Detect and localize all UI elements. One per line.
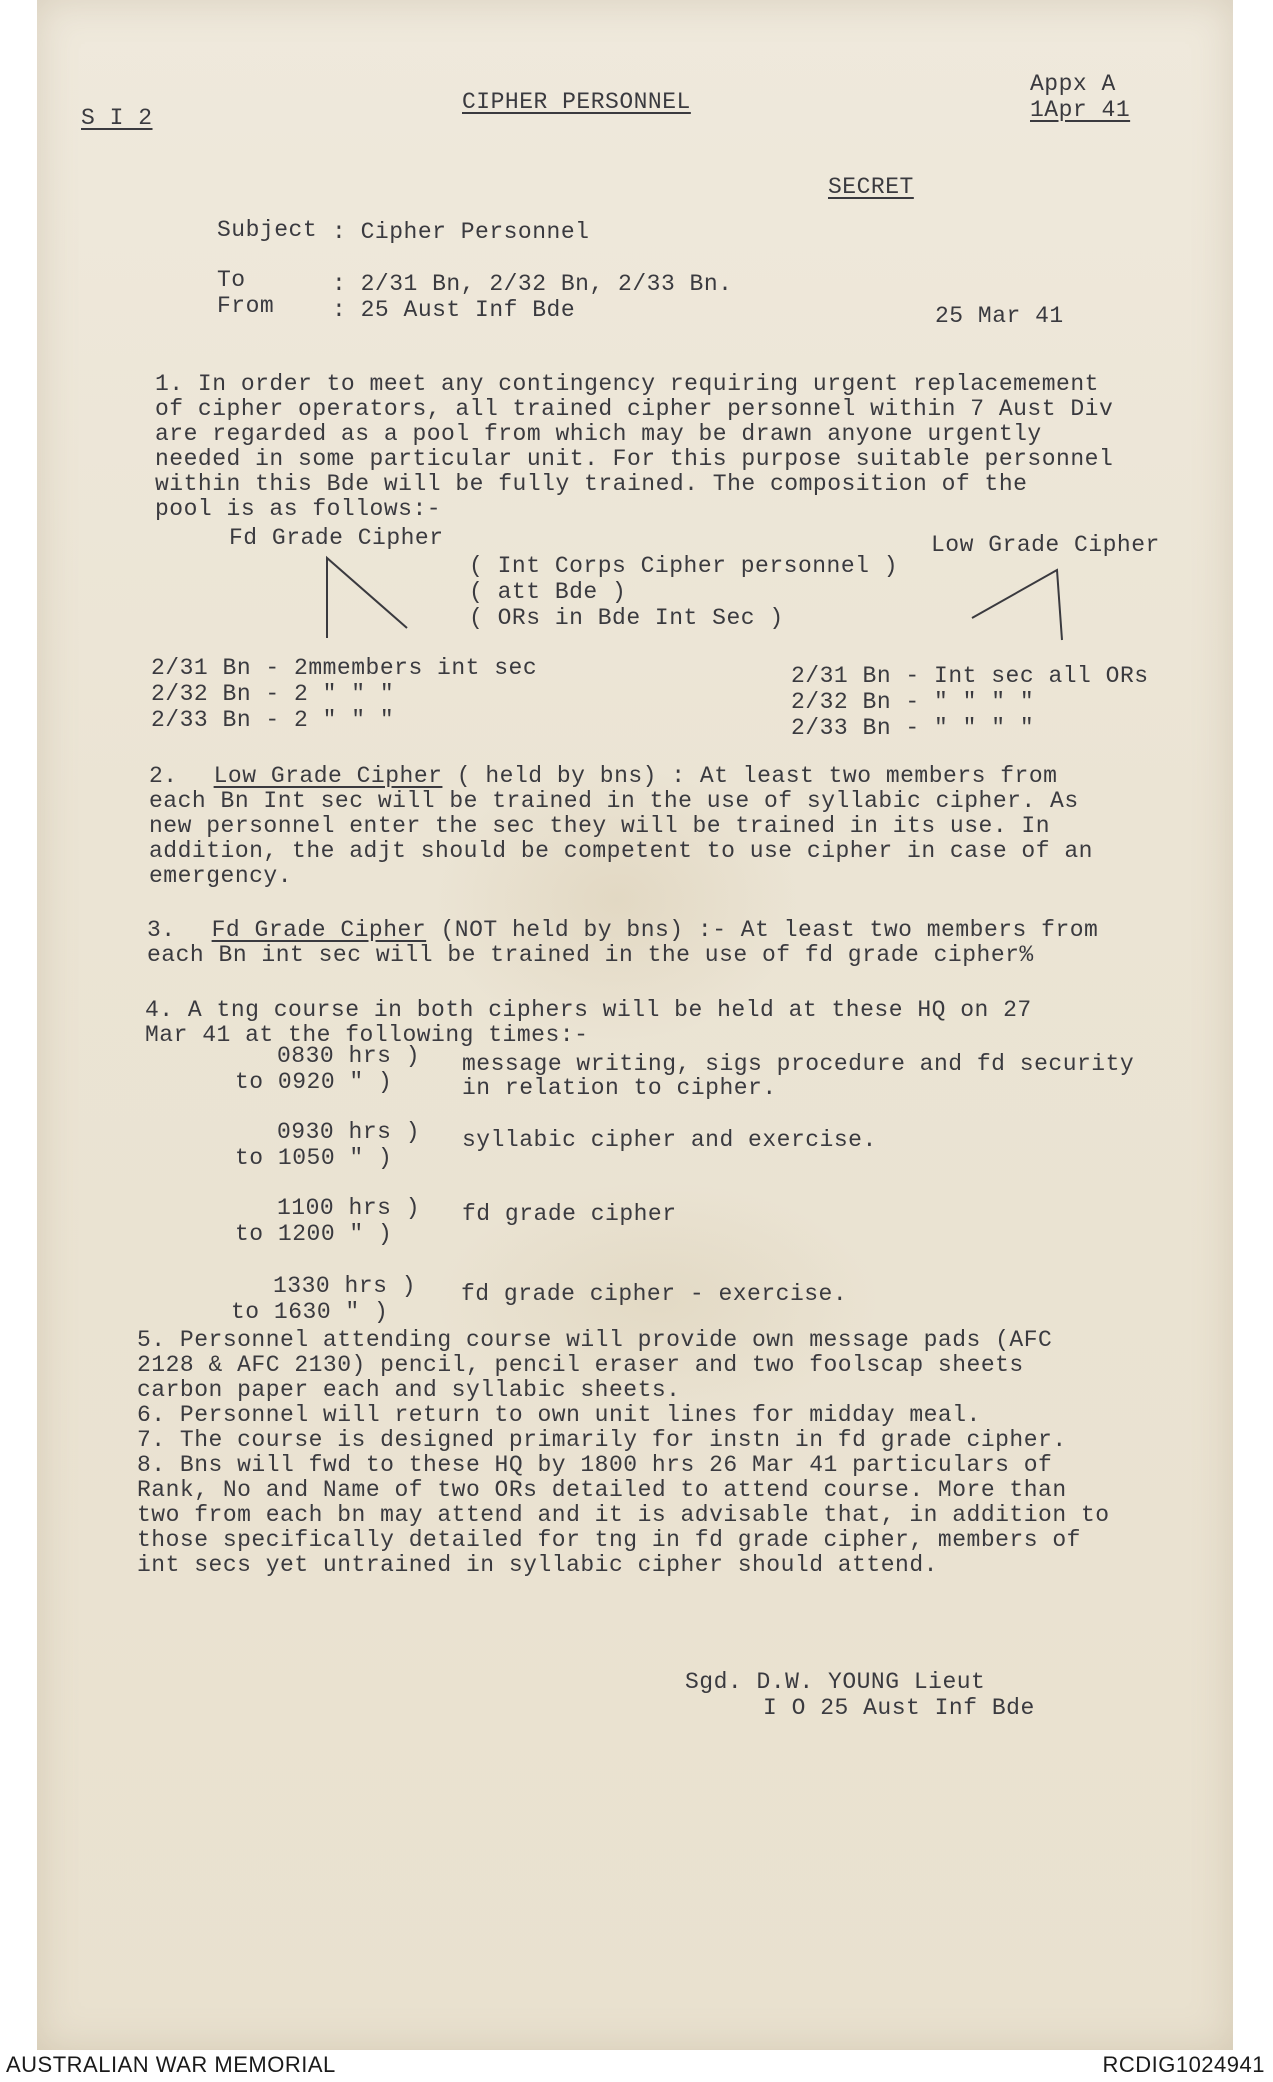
pool-center-line: ( Int Corps Cipher personnel ) [469, 553, 899, 579]
schedule-time: to 0920 " ) [235, 1069, 393, 1095]
archive-identifier: RCDIG1024941 [1102, 2052, 1265, 2077]
paragraph-line: 4. A tng course in both ciphers will be held at these HQ on 27 [145, 997, 1032, 1023]
paragraph-line: needed in some particular unit. For this purpose suitable personnel [155, 446, 1114, 472]
paragraph-text: (NOT held by bns) :- At least two members from [426, 917, 1099, 943]
appendix-label: Appx A [1030, 71, 1116, 97]
paragraph-line: 5. Personnel attending course will provide own message pads (AFC [137, 1327, 1053, 1353]
schedule-activity: fd grade cipher - exercise. [461, 1281, 848, 1307]
fd-grade-row: 2/33 Bn - 2 " " " [151, 707, 395, 733]
paragraph-1 [155, 372, 1113, 522]
paragraph-line: 6. Personnel will return to own unit lines for midday meal. [137, 1402, 981, 1428]
schedule-activity: in relation to cipher. [462, 1075, 777, 1101]
from-label: From [217, 293, 275, 319]
schedule-time: 0930 hrs ) [277, 1119, 421, 1145]
schedule-activity: fd grade cipher [462, 1201, 677, 1227]
paragraph-line: Rank, No and Name of two ORs detailed to attend course. More than [137, 1477, 1067, 1503]
schedule-time: 1330 hrs ) [273, 1273, 417, 1299]
document-page [37, 0, 1233, 2050]
paragraph-text: ( held by bns) : At least two members from [442, 763, 1058, 789]
document-reference: S I 2 [81, 105, 153, 131]
paragraph-heading: Fd Grade Cipher [211, 917, 427, 943]
to-label: To [217, 267, 246, 293]
paragraph-line: 7. The course is designed primarily for instn in fd grade cipher. [137, 1427, 1067, 1453]
paragraph-line: within this Bde will be fully trained. The composition of the [155, 471, 1028, 497]
paragraph-line: emergency. [149, 863, 293, 889]
paragraph-line: each Bn Int sec will be trained in the use of syllabic cipher. As [149, 788, 1079, 814]
paragraph-line: Mar 41 at the following times:- [145, 1022, 589, 1048]
schedule-activity: message writing, sigs procedure and fd security [462, 1051, 1135, 1077]
paragraph-line: those specifically detailed for tng in fd grade cipher, members of [137, 1527, 1081, 1553]
schedule-time: to 1200 " ) [235, 1221, 393, 1247]
low-grade-row: 2/33 Bn - " " " " [791, 715, 1035, 741]
schedule-time: 0830 hrs ) [277, 1043, 421, 1069]
subject-label: Subject [217, 217, 318, 243]
signature-unit: I O 25 Aust Inf Bde [763, 1695, 1035, 1721]
subject-value: : Cipher Personnel [332, 219, 590, 245]
appendix-date: 1Apr 41 [1030, 97, 1131, 123]
paragraph-heading: Low Grade Cipher [213, 763, 443, 789]
paragraph-line: 8. Bns will fwd to these HQ by 1800 hrs 26 Mar 41 particulars of [137, 1452, 1053, 1478]
paragraph-line: new personnel enter the sec they will be trained in its use. In [149, 813, 1051, 839]
paragraph-number: 3. [147, 917, 176, 943]
fd-grade-heading: Fd Grade Cipher [229, 525, 444, 551]
classification-label: SECRET [828, 174, 914, 200]
fd-grade-row: 2/32 Bn - 2 " " " [151, 681, 395, 707]
paragraph-line [147, 918, 1098, 943]
schedule-time: to 1050 " ) [235, 1145, 393, 1171]
low-grade-row: 2/31 Bn - Int sec all ORs [791, 663, 1149, 689]
schedule-activity: syllabic cipher and exercise. [462, 1127, 877, 1153]
paragraph-line: are regarded as a pool from which may be drawn anyone urgently [155, 421, 1042, 447]
schedule-time: to 1630 " ) [231, 1299, 389, 1325]
document-title: CIPHER PERSONNEL [462, 89, 691, 115]
signature-name: Sgd. D.W. YOUNG Lieut [685, 1669, 986, 1695]
schedule-time: 1100 hrs ) [277, 1195, 421, 1221]
paragraph-number: 2. [149, 763, 178, 789]
pool-center-line: ( att Bde ) [469, 579, 627, 605]
paragraphs-5-to-8 [137, 1328, 1110, 1578]
paragraph-line: 1. In order to meet any contingency requiring urgent replacemement [155, 371, 1099, 397]
paragraph-line: of cipher operators, all trained cipher personnel within 7 Aust Div [155, 396, 1114, 422]
paragraph-line: pool is as follows:- [155, 496, 442, 522]
memo-date: 25 Mar 41 [935, 303, 1064, 329]
paragraph-line: int secs yet untrained in syllabic cipher should attend. [137, 1552, 938, 1578]
paragraph-line [149, 764, 1093, 789]
paragraph-line: each Bn int sec will be trained in the use of fd grade cipher% [147, 942, 1034, 968]
archive-credit: AUSTRALIAN WAR MEMORIAL [6, 2052, 336, 2077]
paragraph-3 [147, 918, 1098, 968]
paragraph-line: addition, the adjt should be competent to use cipher in case of an [149, 838, 1093, 864]
from-value: : 25 Aust Inf Bde [332, 297, 576, 323]
paragraph-line: carbon paper each and syllabic sheets. [137, 1377, 681, 1403]
paragraph-line: 2128 & AFC 2130) pencil, pencil eraser and two foolscap sheets [137, 1352, 1024, 1378]
paragraph-4 [145, 998, 1032, 1048]
paragraph-line: two from each bn may attend and it is advisable that, in addition to [137, 1502, 1110, 1528]
low-grade-heading: Low Grade Cipher [931, 532, 1160, 558]
fd-grade-row: 2/31 Bn - 2mmembers int sec [151, 655, 538, 681]
pool-center-line: ( ORs in Bde Int Sec ) [469, 605, 784, 631]
paragraph-2 [149, 764, 1093, 889]
to-value: : 2/31 Bn, 2/32 Bn, 2/33 Bn. [332, 271, 733, 297]
low-grade-row: 2/32 Bn - " " " " [791, 689, 1035, 715]
